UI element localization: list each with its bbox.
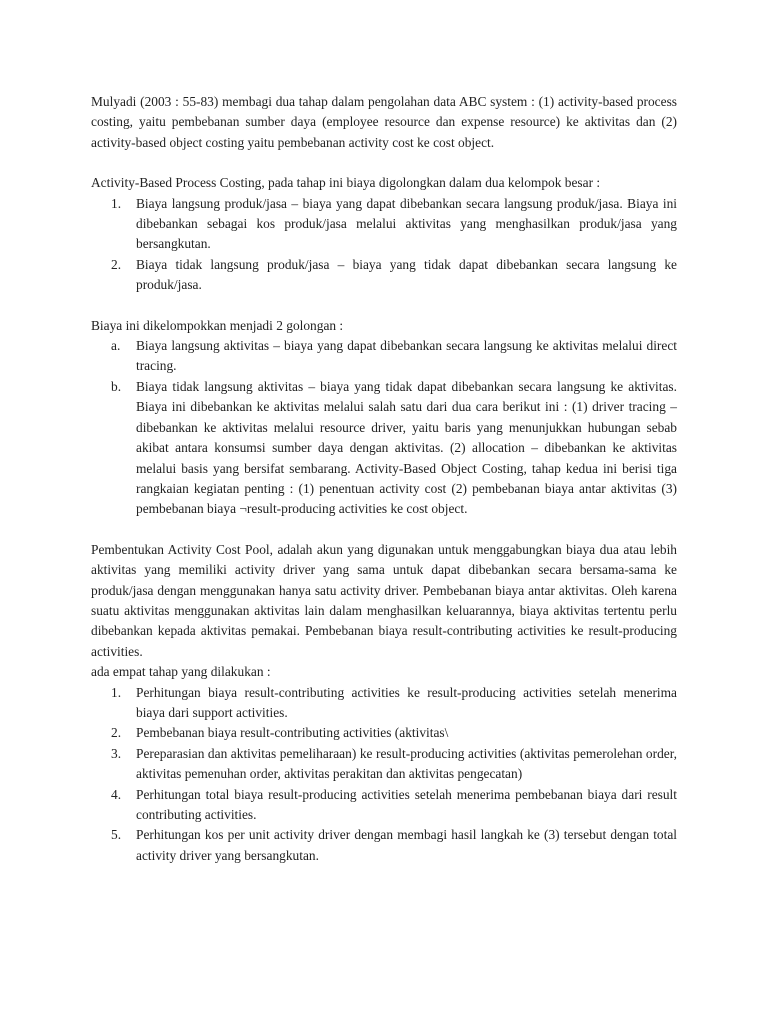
list-item-text: Biaya langsung produk/jasa – biaya yang dapat dibebankan secara langsung produk/jasa. Biaya ini dibebankan sebagai kos produk/jasa melalui aktivitas yang menghasilkan produk/jasa yang bersangkutan. [136,195,677,252]
paragraph-gap [91,153,677,173]
list-item [91,825,677,866]
list-marker: 5. [111,827,122,843]
section3-paragraph: Pembentukan Activity Cost Pool, adalah akun yang digunakan untuk menggabungkan biaya dua atau lebih aktivitas yang memiliki activity driver yang sama untuk dapat dibebankan secara bersama-sama ke produk/jasa dengan menggunakan hanya satu activity driver. Pembebanan biaya antar aktivitas. Oleh karena suatu aktivitas menggunakan aktivitas lain dalam menghasilkan keluarannya, biaya aktivitas tertentu perlu dibebankan kepada aktivitas pemakai. Pembebanan biaya result-contributing activities ke result-producing activities. [91,541,677,659]
list-item [91,336,677,377]
list-marker: 3. [111,745,122,761]
list-item [91,377,677,520]
list-marker: 1. [111,684,122,700]
intro-paragraph: Mulyadi (2003 : 55-83) membagi dua tahap dalam pengolahan data ABC system : (1) activity-based process costing, yaitu pembebanan sumber daya (employee resource dan expense resource) ke aktivitas dan (2) activity-based object costing yaitu pembebanan activity cost ke cost object. [91,94,677,150]
list-item-text: Biaya langsung aktivitas – biaya yang dapat dibebankan secara langsung ke aktivitas melalui direct tracing. [136,338,677,374]
section3-lead: ada empat tahap yang dilakukan : [91,664,271,680]
section1-heading: Activity-Based Process Costing, pada tahap ini biaya digolongkan dalam dua kelompok besar : [91,175,601,191]
list-item [91,194,677,255]
document-page [91,92,677,866]
section1-list [91,194,677,296]
paragraph-gap [91,296,677,316]
list-item [91,744,677,785]
list-marker: 2. [111,256,122,272]
list-marker: b. [111,378,122,394]
list-item-text: Biaya tidak langsung aktivitas – biaya yang tidak dapat dibebankan secara langsung ke aktivitas. Biaya ini dibebankan ke aktivitas melalui salah satu dari dua cara berikut ini : (1) driver tracing – dibebankan ke aktivitas melalui resource driver, yaitu baris yang menunjukkan hubungan sebab akibat antara konsumsi sumber daya dengan aktivitas. (2) allocation – dibebankan ke aktivitas melalui basis yang bersifat sembarang. Activity-Based Object Costing, tahap kedua ini berisi tiga rangkaian kegiatan penting : (1) penentuan activity cost (2) pembebanan biaya antar aktivitas (3) pembebanan biaya ¬result-producing activities ke cost object. [136,378,677,517]
list-item-text: Perhitungan kos per unit activity driver dengan membagi hasil langkah ke (3) tersebut dengan total activity driver yang bersangkutan. [136,827,677,863]
list-marker: a. [111,338,121,354]
list-item-text: Perhitungan biaya result-contributing activities ke result-producing activities setelah menerima biaya dari support activities. [136,684,677,720]
list-item [91,683,677,724]
list-item-text: Biaya tidak langsung produk/jasa – biaya yang tidak dapat dibebankan secara langsung ke produk/jasa. [136,256,677,293]
section2-list [91,336,677,520]
list-item [91,723,677,743]
list-item-text: Pembebanan biaya result-contributing activities (aktivitas\ [136,725,449,741]
list-item-text: Pereparasian dan aktivitas pemeliharaan) ke result-producing activities (aktivitas pemerolehan order, aktivitas pemenuhan order, aktivitas perakitan dan aktivitas pengecatan) [136,745,677,782]
section2-heading: Biaya ini dikelompokkan menjadi 2 golongan : [91,317,344,333]
list-marker: 2. [111,725,122,741]
list-marker: 1. [111,195,122,211]
section3-list [91,683,677,867]
paragraph-gap [91,520,677,540]
list-item [91,255,677,296]
list-item [91,785,677,826]
list-item-text: Perhitungan total biaya result-producing activities setelah menerima pembebanan biaya dari result contributing activities. [136,786,677,822]
list-marker: 4. [111,786,122,802]
